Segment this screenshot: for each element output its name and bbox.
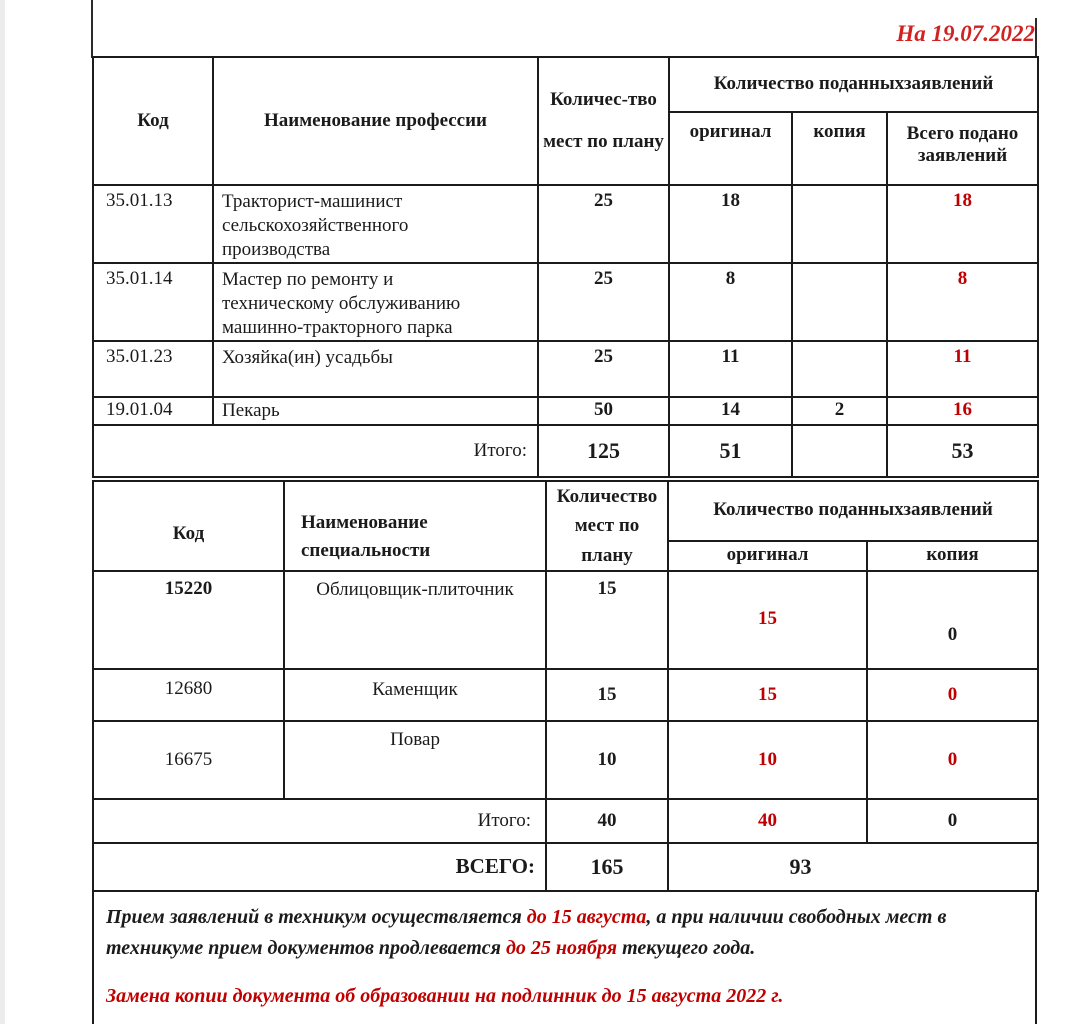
cell-copy [792,185,887,263]
cell-plan: 15 [546,571,668,669]
cell-code: 35.01.14 [93,263,213,341]
photo-edge [0,0,5,1024]
specialty-row [93,571,1038,669]
cell-original: 15 [668,669,867,721]
profession-row [93,341,1038,397]
cell-original: 14 [669,397,792,425]
totals-label: Итого: [93,425,538,477]
cell-original: 11 [669,341,792,397]
cell-copy: 2 [792,397,887,425]
cell-copy: 0 [867,669,1038,721]
professions-totals-row [93,425,1038,477]
cell-code: 35.01.13 [93,185,213,263]
cell-total: 18 [887,185,1038,263]
specialty-row [93,669,1038,721]
grand-total-applications: 93 [668,843,1038,891]
specialties-header-row [93,481,1038,541]
cell-total: 8 [887,263,1038,341]
cell-plan: 10 [546,721,668,799]
cell-original: 18 [669,185,792,263]
cell-code: 15220 [93,571,284,669]
cell-specialty-name: Повар [284,721,546,799]
col-header-applications: Количество поданныхзаявлений [668,481,1038,541]
cell-specialty-name: Каменщик [284,669,546,721]
note-text-segment: текущего года. [617,936,756,959]
professions-table [92,56,1039,478]
specialties-totals-row [93,799,1038,843]
cell-original: 8 [669,263,792,341]
cell-copy [792,341,887,397]
cell-plan: 25 [538,185,669,263]
totals-total: 53 [887,425,1038,477]
cell-original: 15 [668,571,867,669]
col-header-original: оригинал [668,541,867,571]
note-admission [106,902,1021,964]
cell-profession-name: Хозяйка(ин) усадьбы [213,341,538,397]
cell-code: 12680 [93,669,284,721]
note-replacement: Замена копии документа об образовании на подлинник до 15 августа 2022 г. [106,984,784,1007]
note-date-highlight: до 15 августа [526,905,647,928]
totals-label: Итого: [93,799,546,843]
totals-copy [792,425,887,477]
col-header-profession: Наименование профессии [213,57,538,185]
grand-total-label: ВСЕГО: [93,843,546,891]
cell-plan: 50 [538,397,669,425]
col-header-applications: Количество поданныхзаявлений [669,57,1038,112]
note-text-segment: Прием заявлений в техникум осуществляется [106,905,527,928]
cell-copy [792,263,887,341]
cell-plan: 25 [538,341,669,397]
note-date-highlight: до 25 ноября [505,936,618,959]
specialty-row [93,721,1038,799]
col-header-code: Код [93,57,213,185]
profession-row [93,263,1038,341]
profession-row [93,185,1038,263]
totals-plan: 40 [546,799,668,843]
document-content [92,0,1037,1024]
cell-plan: 25 [538,263,669,341]
totals-original: 40 [668,799,867,843]
cell-original: 10 [668,721,867,799]
cell-plan: 15 [546,669,668,721]
totals-original: 51 [669,425,792,477]
totals-plan: 125 [538,425,669,477]
totals-copy: 0 [867,799,1038,843]
cell-specialty-name: Облицовщик-плиточник [284,571,546,669]
col-header-specialty: Наименование специальности [284,481,546,571]
cell-copy: 0 [867,571,1038,669]
col-header-plan: Количес-тво мест по плану [538,57,669,185]
col-header-total: Всего подано заявлений [887,112,1038,185]
profession-row [93,397,1038,425]
cell-profession-name: Мастер по ремонту и техническому обслуживанию машинно-тракторного парка [213,263,538,341]
specialties-table [92,480,1039,892]
notes-box [92,890,1037,1024]
professions-header-row [93,57,1038,112]
cell-code: 35.01.23 [93,341,213,397]
col-header-copy: копия [867,541,1038,571]
col-header-copy: копия [792,112,887,185]
cell-code: 19.01.04 [93,397,213,425]
cell-total: 11 [887,341,1038,397]
date-stamp: На 19.07.2022 [896,21,1035,46]
note-text-segment: , а при наличии свободных мест в техникуме прием документов продлевается [106,905,947,959]
cell-code: 16675 [93,721,284,799]
cell-copy: 0 [867,721,1038,799]
cell-profession-name: Тракторист-машинист сельскохозяйственного производства [213,185,538,263]
col-header-plan: Количество мест по плану [546,481,668,571]
col-header-code: Код [93,481,284,571]
cell-profession-name: Пекарь [213,397,538,425]
col-header-original: оригинал [669,112,792,185]
cell-total: 16 [887,397,1038,425]
grand-total-row [93,843,1038,891]
grand-total-plan: 165 [546,843,668,891]
